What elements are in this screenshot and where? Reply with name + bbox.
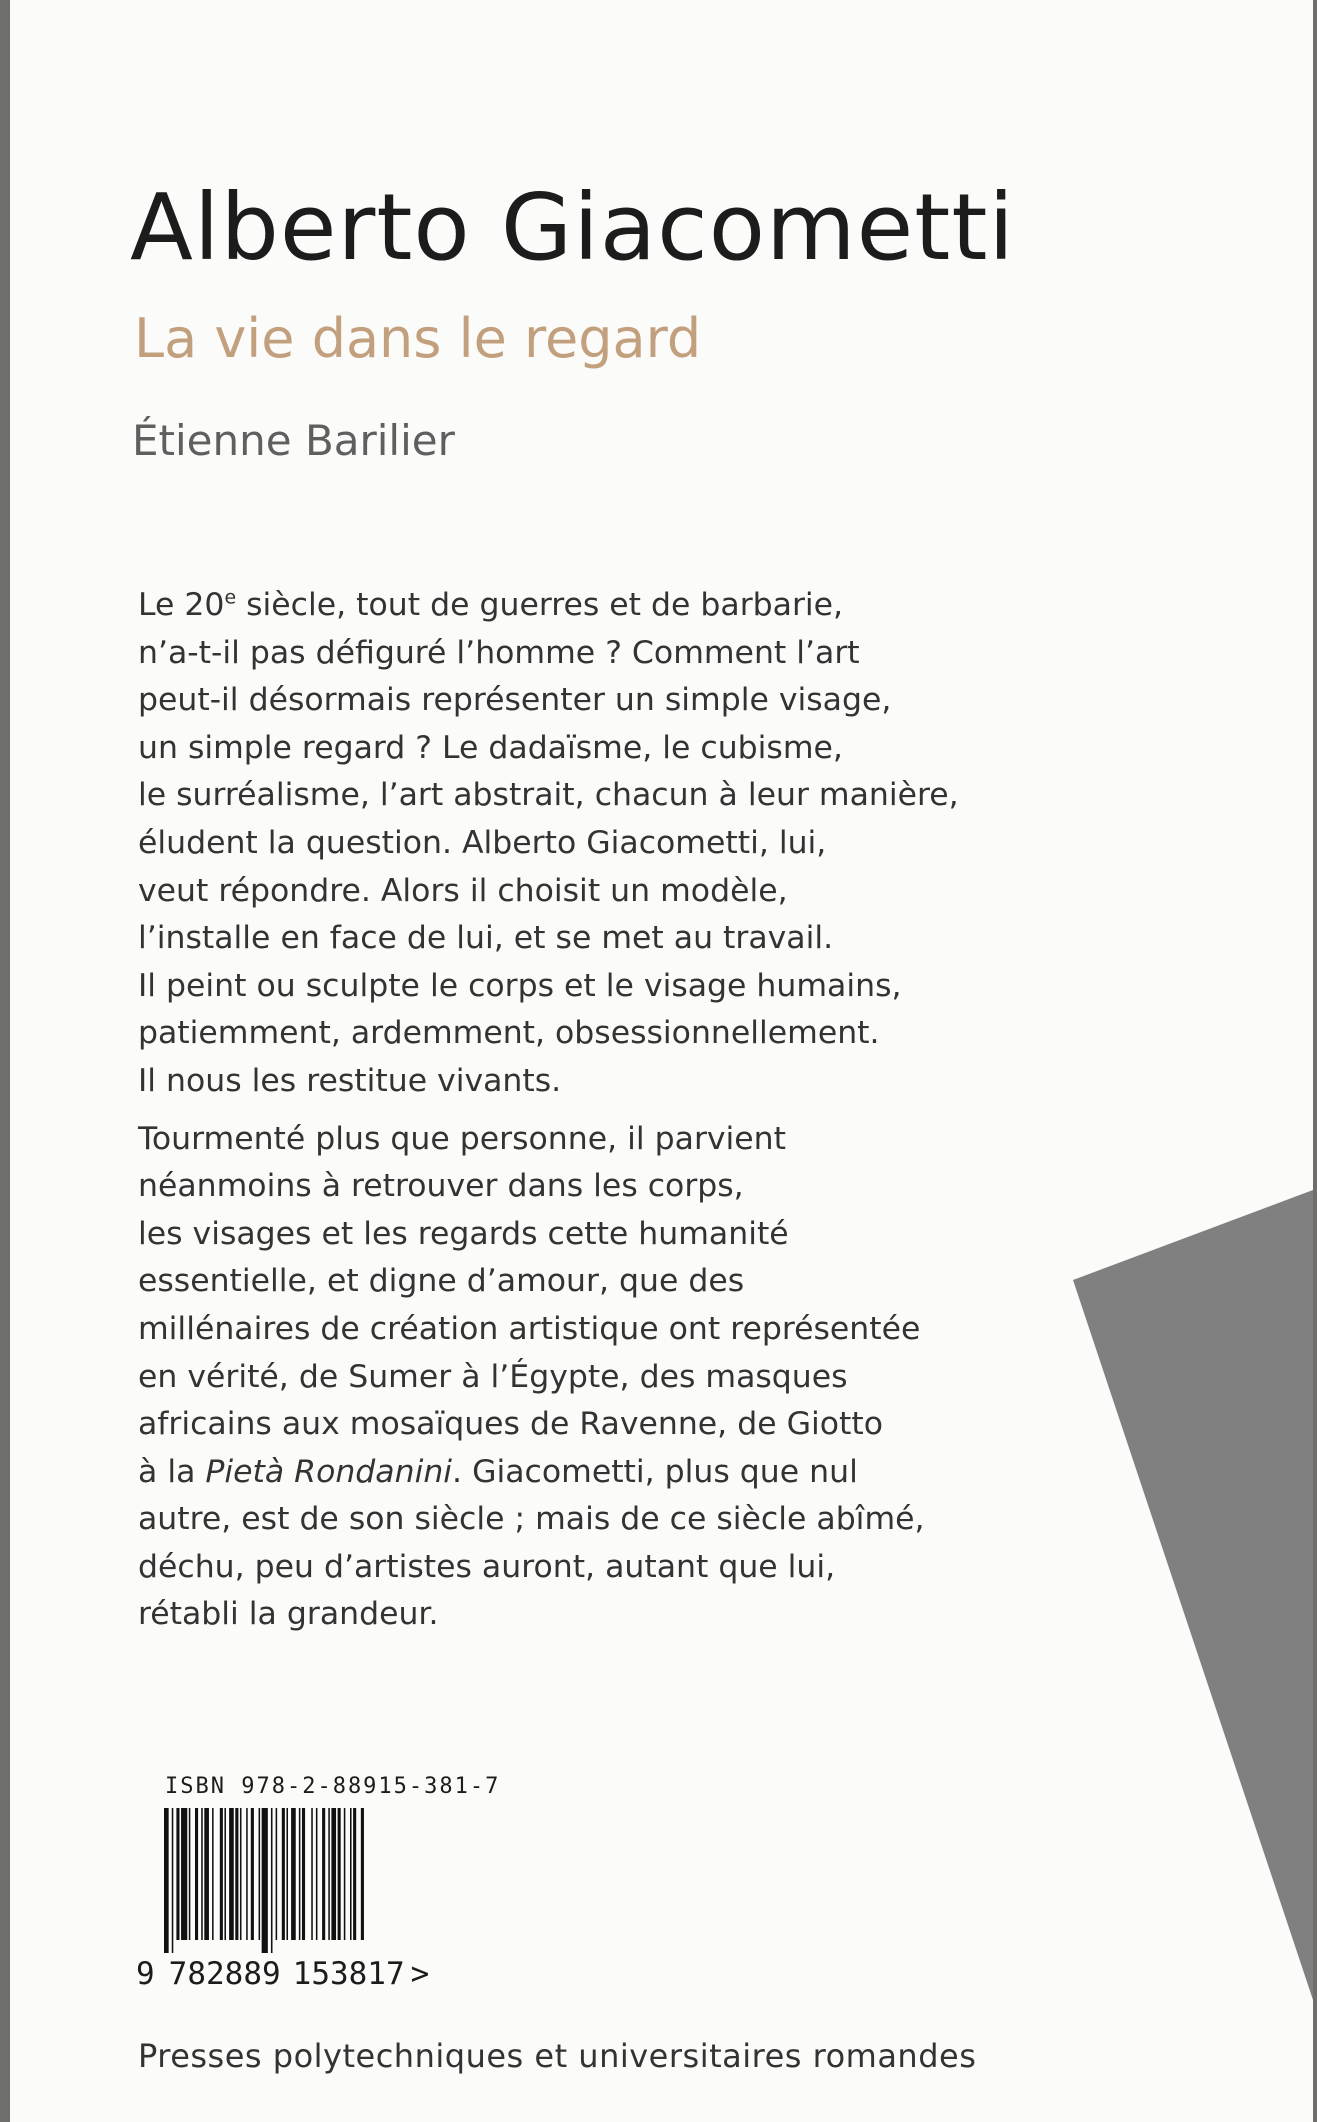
barcode-bar bbox=[271, 1808, 273, 1953]
blurb-paragraph-2 bbox=[138, 1116, 1018, 1640]
barcode-bar bbox=[322, 1808, 325, 1940]
artwork-title: Pietà Rondanini bbox=[205, 1453, 453, 1490]
blurb-line: patiemment, ardemment, obsessionnellement. bbox=[138, 1015, 880, 1052]
barcode-bar bbox=[316, 1808, 318, 1940]
barcode-bar bbox=[282, 1808, 285, 1940]
barcode-bar bbox=[246, 1808, 248, 1940]
blurb-line: peut-il désormais représenter un simple visage, bbox=[138, 682, 892, 719]
barcode-bar bbox=[353, 1808, 356, 1940]
barcode-bar bbox=[259, 1808, 261, 1940]
blurb-line: l’installe en face de lui, et se met au travail. bbox=[138, 920, 834, 957]
barcode-bar bbox=[286, 1808, 288, 1940]
barcode-bar bbox=[291, 1808, 296, 1940]
blurb-line: millénaires de création artistique ont représentée bbox=[138, 1310, 921, 1347]
barcode-bar bbox=[361, 1808, 364, 1940]
isbn-label: ISBN 978-2-88915-381-7 bbox=[165, 1774, 501, 1799]
blurb-line: en vérité, de Sumer à l’Égypte, des masques bbox=[138, 1358, 848, 1395]
barcode-digit-first: 9 bbox=[136, 1956, 155, 1992]
barcode-bar bbox=[189, 1808, 191, 1940]
barcode-bar bbox=[251, 1808, 254, 1940]
barcode-bar bbox=[195, 1808, 198, 1940]
barcode-bar bbox=[344, 1808, 346, 1940]
barcode-bar bbox=[204, 1808, 209, 1940]
barcode-bar bbox=[311, 1808, 313, 1940]
barcode-bar bbox=[172, 1808, 174, 1953]
book-author: Étienne Barilier bbox=[132, 416, 455, 465]
blurb-line: veut répondre. Alors il choisit un modèle, bbox=[138, 872, 788, 909]
barcode-bar bbox=[338, 1808, 341, 1940]
blurb-text-fragment: siècle, tout de guerres et de barbarie, bbox=[236, 587, 844, 623]
barcode-bar bbox=[276, 1808, 278, 1940]
barcode-bar bbox=[229, 1808, 234, 1940]
blurb-line: Tourmenté plus que personne, il parvient bbox=[138, 1120, 786, 1157]
blurb-line: éludent la question. Alberto Giacometti, lui, bbox=[138, 824, 827, 861]
blurb-text-fragment: Le 20 bbox=[138, 587, 225, 623]
blurb-line: autre, est de son siècle ; mais de ce siècle abîmé, bbox=[138, 1501, 925, 1538]
blurb-line: un simple regard ? Le dadaïsme, le cubisme, bbox=[138, 729, 843, 766]
blurb-line: africains aux mosaïques de Ravenne, de Giotto bbox=[138, 1406, 884, 1443]
barcode-bar bbox=[176, 1808, 179, 1940]
blurb-line: néanmoins à retrouver dans les corps, bbox=[138, 1168, 744, 1205]
blurb-line: les visages et les regards cette humanité bbox=[138, 1215, 789, 1252]
publisher-name: Presses polytechniques et universitaires romandes bbox=[138, 2037, 977, 2075]
book-back-cover bbox=[10, 0, 1313, 2122]
blurb-line: Il peint ou sculpte le corps et le visage humains, bbox=[138, 967, 902, 1004]
blurb-line bbox=[138, 582, 1018, 630]
blurb-line bbox=[138, 1449, 1018, 1497]
barcode-bar bbox=[235, 1808, 238, 1940]
blurb-line: déchu, peu d’artistes auront, autant que lui, bbox=[138, 1548, 836, 1585]
book-subtitle: La vie dans le regard bbox=[134, 307, 702, 370]
blurb-line: Il nous les restitue vivants. bbox=[138, 1062, 562, 1099]
barcode-bar bbox=[302, 1808, 305, 1940]
barcode bbox=[160, 1808, 480, 1953]
barcode-bar bbox=[212, 1808, 214, 1940]
barcode-bar bbox=[299, 1808, 301, 1940]
barcode-bar bbox=[240, 1808, 242, 1940]
barcode-bar bbox=[201, 1808, 203, 1940]
barcode-arrow: > bbox=[410, 1956, 430, 1992]
superscript-e: e bbox=[224, 586, 237, 609]
blurb-line: rétabli la grandeur. bbox=[138, 1596, 439, 1633]
barcode-bar bbox=[164, 1808, 169, 1953]
barcode-bar bbox=[328, 1808, 330, 1940]
barcode-bar bbox=[181, 1808, 187, 1940]
blurb-line: essentielle, et digne d’amour, que des bbox=[138, 1263, 745, 1300]
blurb-paragraph-1 bbox=[138, 582, 1018, 1106]
barcode-digits-group-2: 153817 bbox=[292, 1956, 405, 1992]
blurb-text bbox=[138, 582, 1018, 1639]
blurb-text-fragment: à la bbox=[138, 1453, 206, 1490]
barcode-bar bbox=[350, 1808, 352, 1940]
blurb-line: le surréalisme, l’art abstrait, chacun à leur manière, bbox=[138, 777, 959, 814]
blurb-text-fragment: . Giacometti, plus que nul bbox=[452, 1453, 858, 1490]
barcode-digits bbox=[136, 1956, 429, 1992]
barcode-bar bbox=[331, 1808, 336, 1940]
book-title: Alberto Giacometti bbox=[130, 174, 1015, 281]
barcode-digits-group-1: 782889 bbox=[168, 1956, 281, 1992]
barcode-bar bbox=[262, 1808, 268, 1953]
blurb-line: n’a-t-il pas défiguré l’homme ? Comment l’art bbox=[138, 634, 860, 671]
barcode-bar bbox=[224, 1808, 226, 1940]
barcode-bar bbox=[220, 1808, 223, 1940]
